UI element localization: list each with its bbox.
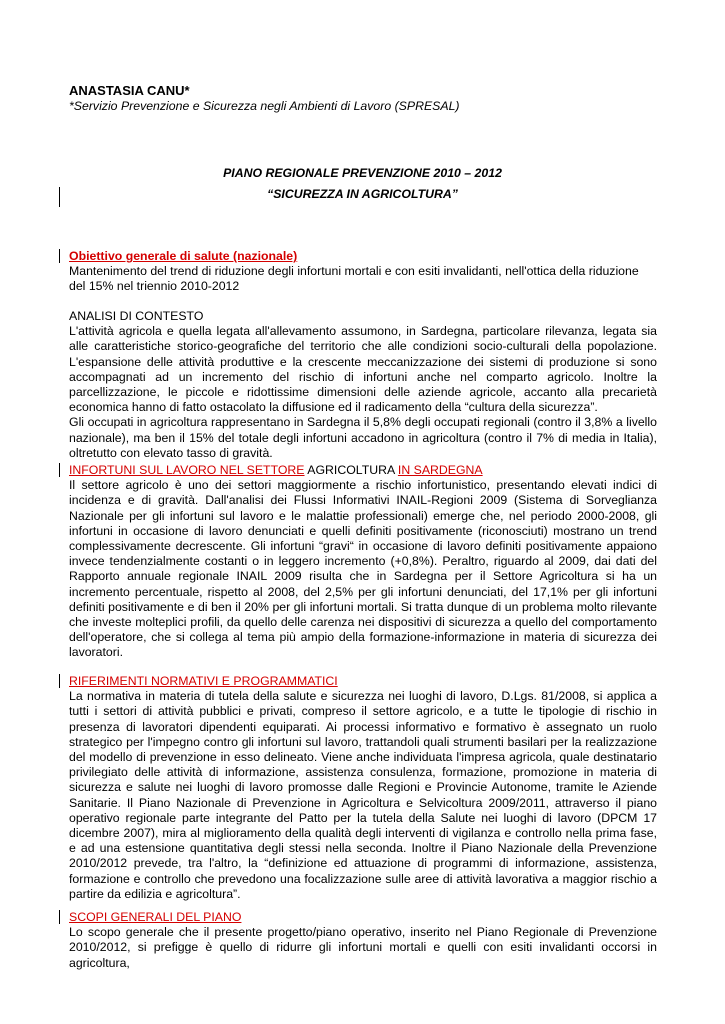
scopes-section — [69, 910, 657, 971]
scopes-heading: SCOPI GENERALI DEL PIANO — [69, 910, 242, 924]
revision-bar — [59, 910, 60, 924]
plan-title: PIANO REGIONALE PREVENZIONE 2010 – 2012 — [223, 166, 502, 180]
injuries-heading-part1: INFORTUNI SUL LAVORO NEL SETTORE — [69, 463, 305, 477]
revision-bar — [59, 249, 60, 263]
injuries-heading — [69, 463, 657, 478]
injuries-heading-part3: IN SARDEGNA — [397, 463, 483, 477]
author-name: ANASTASIA CANU* — [69, 83, 190, 98]
references-text: La normativa in materia di tutela della salute e sicurezza nei luoghi di lavoro, D.Lgs. 81/2008, si applica a tutti i settori di attività pubblici e privati, compreso il settore agricolo, e a tutte le tipologie di rischio in presenza di lavoratori dipendenti equiparati. Ai processi informativo e formativo è assegnato un ruolo strategico per l'impegno contro gli infortuni sul lavoro, trattandoli quali strumenti basilari per la realizzazione del modello di prevenzione in esso delineato. Viene anche individuata l'impresa agricola, quale destinatario privilegiato delle attività di informazione, assistenza consulenza, formazione, promozione in materia di sicurezza e salute nei luoghi di lavoro promosse dalle Regioni e Provincie Autonome, tramite le Aziende Sanitarie. Il Piano Nazionale di Prevenzione in Agricoltura e Selvicoltura 2009/2011, attraverso il piano operativo regionale parte integrante del Patto per la tutela della Salute nei luoghi di lavoro (DPCM 17 dicembre 2007), mira al miglioramento della qualità degli interventi di vigilanza e controllo nella prima fase, e ad una estensione quantitativa degli stessi nella seconda. Inoltre il Piano Nazionale della Prevenzione 2010/2012 prevede, tra l'altro, la “definizione ed attuazione di programmi di informazione, assistenza, formazione e controllo che prevedono una focalizzazione sulle aree di attività lavorativa a maggior rischio a partire da edilizia e agricoltura”. — [69, 689, 657, 901]
context-heading: ANALISI DI CONTESTO — [69, 309, 204, 323]
objective-section — [69, 249, 657, 295]
plan-subtitle: “SICUREZZA IN AGRICOLTURA” — [267, 187, 458, 201]
author-affiliation: *Servizio Prevenzione e Sicurezza negli Ambienti di Lavoro (SPRESAL) — [69, 99, 460, 113]
context-text: L'attività agricola e quella legata all'allevamento assumono, in Sardegna, particolare rilevanza, legata sia alle caratteristiche storico-geografiche del territorio che alle condizioni socio-culturali della popolazione. L'espansione delle attività produttive e la crescente meccanizzazione dei sistemi di produzione si sono accompagnati ad un incremento del rischio di infortuni anche nel comparto agricolo. Inoltre la parcellizzazione, le piccole e ridottissime dimensioni delle aziende agricole, accanto alla precarietà economica hanno di fatto ostacolato la diffusione ed il radicamento della “cultura della sicurezza”. — [69, 324, 657, 415]
references-heading: RIFERIMENTI NORMATIVI E PROGRAMMATICI — [69, 674, 338, 688]
objective-heading: Obiettivo generale di salute (nazionale) — [69, 249, 298, 263]
injuries-heading-part2: AGRICOLTURA — [304, 463, 398, 477]
injuries-section — [69, 463, 657, 661]
revision-bar — [59, 674, 60, 688]
revision-bar — [59, 463, 60, 477]
objective-text: Mantenimento del trend di riduzione degli infortuni mortali e con esiti invalidanti, nell'ottica della riduzione del 15% nel triennio 2010-2012 — [69, 264, 639, 294]
context-section — [69, 309, 657, 461]
injuries-text: Il settore agricolo è uno dei settori maggiormente a rischio infortunistico, presentando elevati indici di incidenza e di gravità. Dall'analisi dei Flussi Informativi INAIL-Regioni 2009 (Sistema di Sorveglianza Nazionale per gli infortuni sul lavoro e le malattie professionali) emerge che, nel periodo 2000-2008, gli infortuni in occasione di lavoro denunciati e quelli definiti positivamente (riconosciuti) mostrano un trend complessivamente decrescente. Gli infortuni “gravi“ in occasione di lavoro definiti positivamente appaiono invece tendenzialmente costanti o in leggero incremento (+0,8%). Peraltro, riguardo al 2009, dai dati del Rapporto annuale regionale INAIL 2009 risulta che in Sardegna per il Settore Agricoltura si ha un incremento percentuale, rispetto al 2008, del 2,5% per gli infortuni denunciati, del 17,1% per gli infortuni definiti positivamente e di ben il 20% per gli infortuni mortali. Si tratta dunque di un problema molto rilevante che investe molteplici profili, da quello delle carenza nei dispositivi di sicurezza a quello del comportamento dell'operatore, che si collega al tema più ampio della formazione-informazione in materia di sicurezza dei lavoratori. — [69, 478, 657, 660]
scopes-text: Lo scopo generale che il presente progetto/piano operativo, inserito nel Piano Regionale di Prevenzione 2010/2012, si prefigge è quello di ridurre gli infortuni mortali e quelli con esiti invalidanti occorsi in agricoltura, — [69, 925, 657, 970]
references-section — [69, 674, 657, 902]
context-text-2: Gli occupati in agricoltura rappresentano in Sardegna il 5,8% degli occupati regionali (contro il 3,8% a livello nazionale), ma ben il 15% del totale degli infortuni accadono in agricoltura (contro il 7% di media in Italia), oltretutto con elevato tasso di gravità. — [69, 415, 657, 460]
